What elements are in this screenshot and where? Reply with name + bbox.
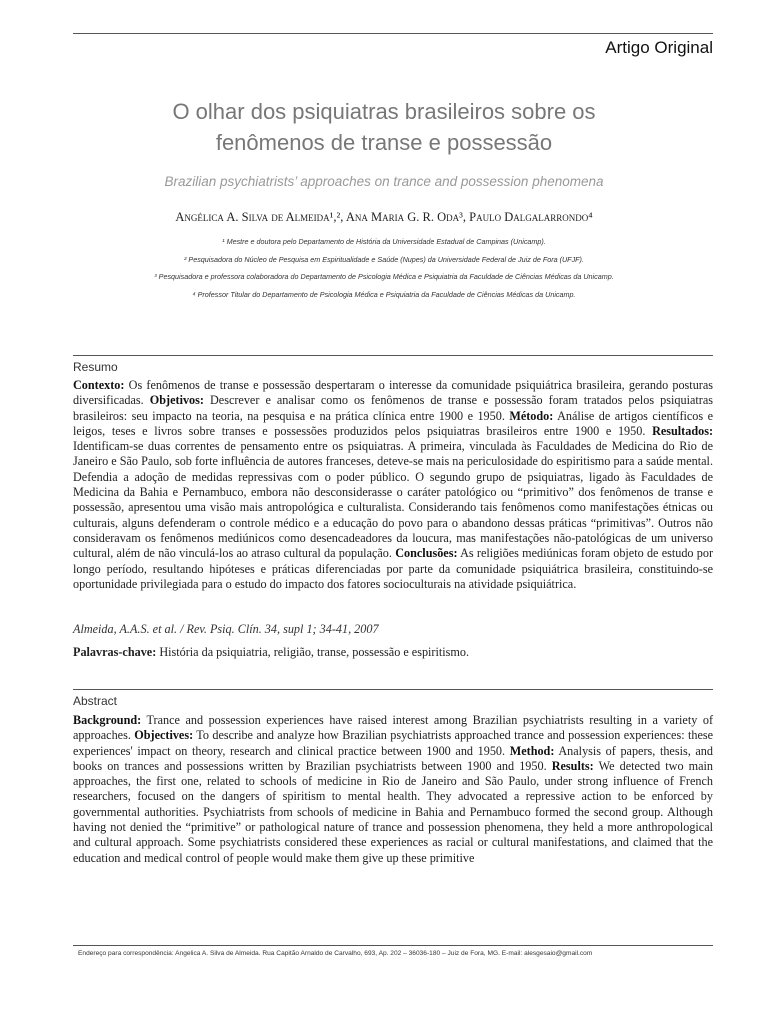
title-line-2: fenômenos de transe e possessão	[215, 130, 553, 155]
affiliation-4: ⁴ Professor Titular do Departamento de Psicologia Médica e Psiquiatria da Faculdade de Ciências Médicas da Unicamp.	[192, 289, 576, 299]
method-text: Analysis of papers, thesis, and books on trances and possessions written by Brazilian psychiatrists between 1900 and 1950.	[73, 743, 713, 773]
method-label: Method:	[509, 743, 555, 758]
metodo-label: Método:	[509, 408, 554, 423]
conclusoes-text: As religiões mediúnicas foram objeto de estudo por longo período, resultando hipóteses e práticas diferenciadas por parte da comunidade psiquiátrica brasileira, constituindo-se oportunidade privilegiada para o estudo do impacto dos fatores socioculturais na atividade psiquiátrica.	[73, 546, 714, 591]
section-label: Artigo Original	[605, 38, 713, 57]
background-text: Trance and possession experiences have raised interest among Brazilian psychiatrists resulting in a variety of approaches.	[73, 713, 713, 743]
abstract-rule	[73, 689, 713, 690]
affiliation-3: ³ Pesquisadora e professora colaboradora do Departamento de Psicologia Médica e Psiquiatria da Faculdade de Ciências Médicas da Unicamp.	[154, 272, 614, 281]
keywords	[73, 645, 713, 660]
metodo-text: Análise de artigos científicos e leigos, teses e livros sobre transes e possessões produzidos pelos psiquiatras brasileiros entre 1900 e 1950.	[73, 408, 713, 438]
objetivos-text: Descrever e analisar como os fenômenos de transe e possessão foram tratados pelos psiquiatras brasileiros: seu impacto na teoria, na pesquisa e na prática clínica entre 1900 e 1950.	[73, 393, 713, 423]
resumo-heading: Resumo	[73, 360, 118, 374]
resultados-text: Identificam-se duas correntes de pensamento entre os psiquiatras. A primeira, vinculada às Faculdades de Medicina do Rio de Janeiro e São Paulo, sob forte influência de autores franceses, deteve-se mais na periculosidade do espiritismo para a saúde mental. Defendia a adoção de medidas repressivas com o poder público. O segundo grupo de psiquiatras, ligado às Faculdades de Medicina da Bahia e Pernambuco, embora não desconsiderasse o caráter patológico ou “primitivo” dos fenômenos de transe e possessão, apresentou uma visão mais antropológica e culturalista. Considerando tais fenômenos como manifestações étnicas ou culturais, alguns defenderam o controle médico e a educação do povo para o abandono dessas práticas “primitivas”. Outros não consideravam os fenômenos mediúnicos como desencadeadores da loucura, mas manifestações não-patológicas de um universo cultural, além de não vinculá-los ao atraso cultural da população.	[73, 439, 713, 561]
objectives-label: Objectives:	[134, 728, 194, 743]
affiliations	[0, 233, 768, 303]
keywords-text: História da psiquiatria, religião, transe, possessão e espiritismo.	[159, 645, 470, 659]
correspondence-footer: Endereço para correspondência: Angelica A. Silva de Almeida. Rua Capitão Arnaldo de Carvalho, 693, Ap. 202 – 36036-180 – Juiz de Fora, MG. E-mail: alesgesaio@gmail.com	[78, 950, 593, 957]
objetivos-label: Objetivos:	[149, 393, 204, 408]
results-text: We detected two main approaches, the first one, related to schools of medicine in Rio de Janeiro and São Paulo, under strong influence of French researchers, focused on the dangers of spiritism to mental health. They advocated a repressive action to be enforced by governmental authorities. Psychiatrists from schools of medicine in Bahia and Pernambuco formed the second group. Although having not denied the “primitive” or pathological nature of trance and possession phenomena, they held a more anthropological and cultural approach. Some psychiatrists considered these experiences as racial or cultural manifestations, and claimed that the education and medical control of people would make them give up these primitive	[73, 758, 714, 865]
affiliation-2: ² Pesquisadora do Núcleo de Pesquisa em Espiritualidade e Saúde (Nupes) da Universidade Federal de Juiz de Fora (UFJF).	[184, 254, 584, 264]
resultados-label: Resultados:	[652, 423, 714, 438]
contexto-text: Os fenômenos de transe e possessão despertaram o interesse da comunidade psiquiátrica brasileira, gerando posturas diversificadas.	[73, 378, 713, 408]
resumo-body	[73, 378, 713, 592]
abstract-heading: Abstract	[73, 694, 118, 708]
abstract-body	[73, 713, 713, 866]
objectives-text: To describe and analyze how Brazilian psychiatrists approached trance and possession experiences: these experiences' impact on theory, research and clinical practice between 1900 and 1950.	[73, 728, 714, 758]
top-rule	[73, 33, 713, 34]
citation: Almeida, A.A.S. et al. / Rev. Psiq. Clín. 34, supl 1; 34-41, 2007	[73, 622, 379, 636]
results-label: Results:	[551, 758, 594, 773]
title-line-1: O olhar dos psiquiatras brasileiros sobre os	[172, 99, 596, 124]
english-title: Brazilian psychiatrists’ approaches on trance and possession phenomena	[164, 174, 604, 189]
contexto-label: Contexto:	[73, 378, 125, 392]
keywords-label: Palavras-chave:	[73, 645, 157, 659]
conclusoes-label: Conclusões:	[395, 546, 458, 561]
authors: Angélica A. Silva de Almeida¹,², Ana Maria G. R. Oda³, Paulo Dalgalarrondo⁴	[175, 210, 593, 224]
background-label: Background:	[73, 713, 142, 727]
footer-rule	[73, 945, 713, 946]
resumo-rule	[73, 355, 713, 356]
article-title	[0, 96, 768, 158]
affiliation-1: ¹ Mestre e doutora pelo Departamento de História da Universidade Estadual de Campinas (Unicamp).	[222, 237, 546, 246]
